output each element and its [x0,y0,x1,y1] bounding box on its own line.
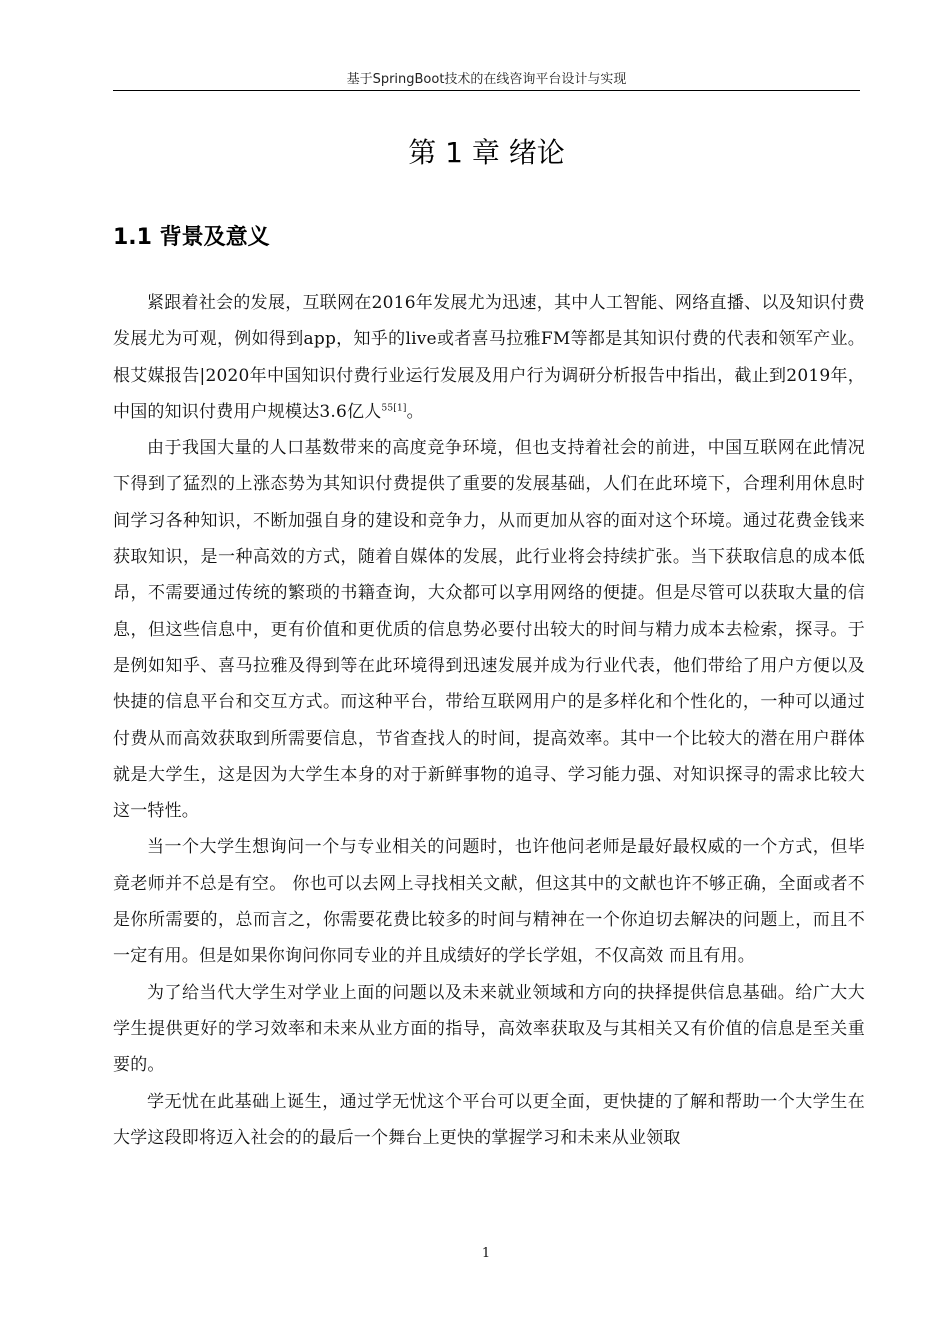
paragraph-5: 学无忧在此基础上诞生，通过学无忧这个平台可以更全面，更快捷的了解和帮助一个大学生在大学这段即将迈入社会的的最后一个舞台上更快的掌握学习和未来从业领取 [113,1091,865,1148]
citation-superscript: 55[1] [381,403,407,414]
section-heading: 1.1 背景及意义 [113,225,270,250]
paragraph-1 [113,285,865,430]
chapter-title: 第 1 章 绪论 [408,136,565,169]
body-text [113,285,865,1156]
header-divider [113,90,860,91]
paragraph-3: 当一个大学生想询问一个与专业相关的问题时，也许他问老师是最好最权威的一个方式，但毕竟老师并不总是有空。 你也可以去网上寻找相关文献，但这其中的文献也许不够正确，全面或者不是你所需要的，总而言之，你需要花费比较多的时间与精神在一个你迫切去解决的问题上，而且不一定有用。但是如果你询问你同专业的并且成绩好的学长学姐，不仅高效 而且有用。 [113,837,865,967]
running-header: 基于SpringBoot技术的在线咨询平台设计与实现 [346,72,627,87]
paragraph-2: 由于我国大量的人口基数带来的高度竞争环境，但也支持着社会的前进，中国互联网在此情况下得到了猛烈的上涨态势为其知识付费提供了重要的发展基础，人们在此环境下，合理利用休息时间学习各种知识，不断加强自身的建设和竞争力，从而更加从容的面对这个环境。通过花费金钱来获取知识，是一种高效的方式，随着自媒体的发展，此行业将会持续扩张。当下获取信息的成本低昂，不需要通过传统的繁琐的书籍查询，大众都可以享用网络的便捷。但是尽管可以获取大量的信息，但这些信息中，更有价值和更优质的信息势必要付出较大的时间与精力成本去检索，探寻。于是例如知乎、喜马拉雅及得到等在此环境得到迅速发展并成为行业代表，他们带给了用户方便以及快捷的信息平台和交互方式。而这种平台，带给互联网用户的是多样化和个性化的，一种可以通过付费从而高效获取到所需要信息，节省查找人的时间，提高效率。其中一个比较大的潜在用户群体就是大学生，这是因为大学生本身的对于新鲜事物的追寻、学习能力强、对知识探寻的需求比较大这一特性。 [113,438,865,822]
paragraph-1-tail: 。 [406,401,424,422]
page-number: 1 [481,1246,491,1261]
paragraph-4: 为了给当代大学生对学业上面的问题以及未来就业领域和方向的抉择提供信息基础。给广大大学生提供更好的学习效率和未来从业方面的指导，高效率获取及与其相关又有价值的信息是至关重要的。 [113,982,865,1076]
paragraph-1-text: 紧跟着社会的发展，互联网在2016年发展尤为迅速，其中人工智能、网络直播、以及知识付费发展尤为可观，例如得到app，知乎的live或者喜马拉雅FM等都是其知识付费的代表和领军产业。根艾媒报告|2020年中国知识付费行业运行发展及用户行为调研分析报告中指出，截止到2019年，中国的知识付费用户规模达3.6亿人 [113,293,865,422]
